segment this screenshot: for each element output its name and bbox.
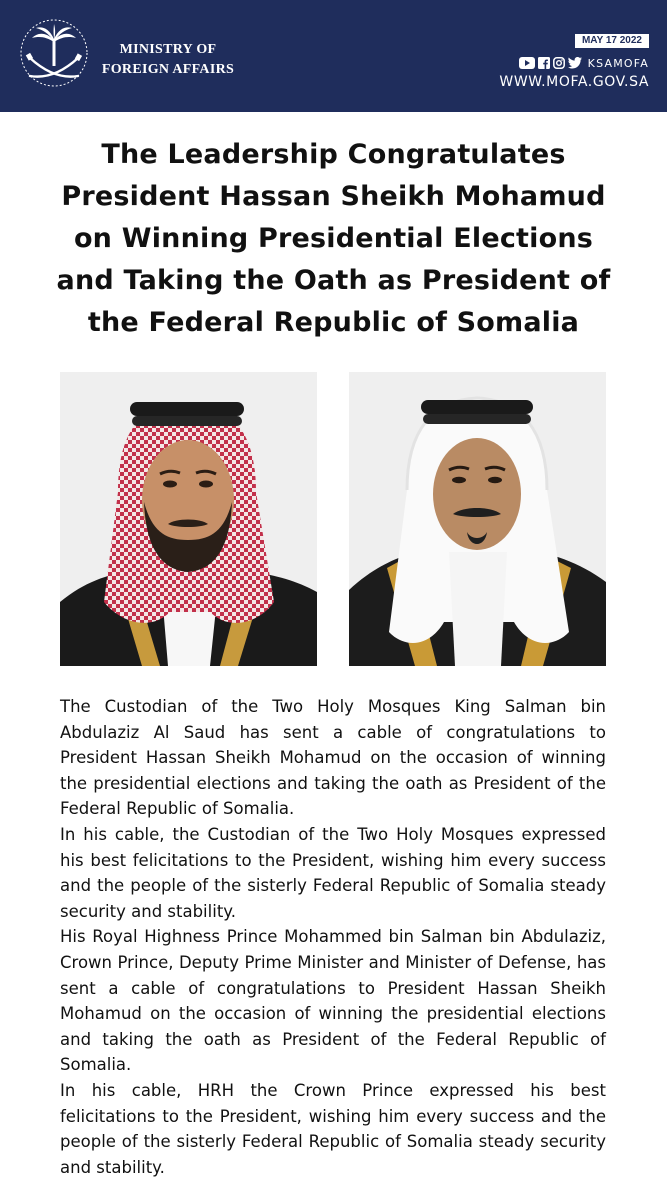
- paragraph-4: In his cable, HRH the Crown Prince expressed his best felicitations to the President, wishing him every success and the people of the sisterly Federal Republic of Somalia steady security and stability.: [60, 1080, 606, 1177]
- emblem-icon: [16, 18, 92, 88]
- website-link[interactable]: WWW.MOFA.GOV.SA: [499, 74, 649, 90]
- paragraph-3: His Royal Highness Prince Mohammed bin Salman bin Abdulaziz, Crown Prince, Deputy Prime Minister and Minister of Defense, has sent a cable of congratulations to President Hassan Sheikh Mohamud on the occasion of winning the presidential elections and taking the oath as President of the Federal Republic of Somalia.: [60, 927, 606, 1075]
- portrait-king-image: [349, 372, 606, 666]
- paragraph-1: The Custodian of the Two Holy Mosques King Salman bin Abdulaziz Al Saud has sent a cable of congratulations to President Hassan Sheikh Mohamud on the occasion of winning the presidential elections and taking the oath as President of the Federal Republic of Somalia.: [60, 697, 606, 819]
- ministry-line-2: FOREIGN AFFAIRS: [101, 62, 235, 77]
- title-line-5: the Federal Republic of Somalia: [87, 307, 580, 338]
- title-line-3: on Winning Presidential Elections: [73, 223, 594, 254]
- title-line-4: and Taking the Oath as President of: [56, 265, 611, 296]
- page-title: [30, 134, 637, 344]
- ministry-name: [98, 40, 238, 80]
- paragraph-2: In his cable, the Custodian of the Two Holy Mosques expressed his best felicitations to the President, wishing him every success and the people of the sisterly Federal Republic of Somalia steady security and stability.: [60, 824, 606, 921]
- social-handle[interactable]: KSAMOFA: [587, 56, 649, 70]
- facebook-icon[interactable]: [538, 57, 550, 69]
- title-line-1: The Leadership Congratulates: [101, 139, 566, 170]
- header-banner: [0, 0, 667, 112]
- instagram-icon[interactable]: [553, 57, 565, 69]
- youtube-icon[interactable]: [519, 57, 535, 69]
- social-links: [519, 56, 649, 70]
- portrait-crown-prince: [60, 372, 317, 666]
- portrait-crown-prince-image: [60, 372, 317, 666]
- date-badge: MAY 17 2022: [575, 34, 649, 48]
- article-body: [60, 694, 606, 1180]
- ministry-line-1: MINISTRY OF: [119, 42, 217, 57]
- twitter-icon[interactable]: [568, 57, 582, 69]
- portrait-king: [349, 372, 606, 666]
- title-line-2: President Hassan Sheikh Mohamud: [61, 181, 606, 212]
